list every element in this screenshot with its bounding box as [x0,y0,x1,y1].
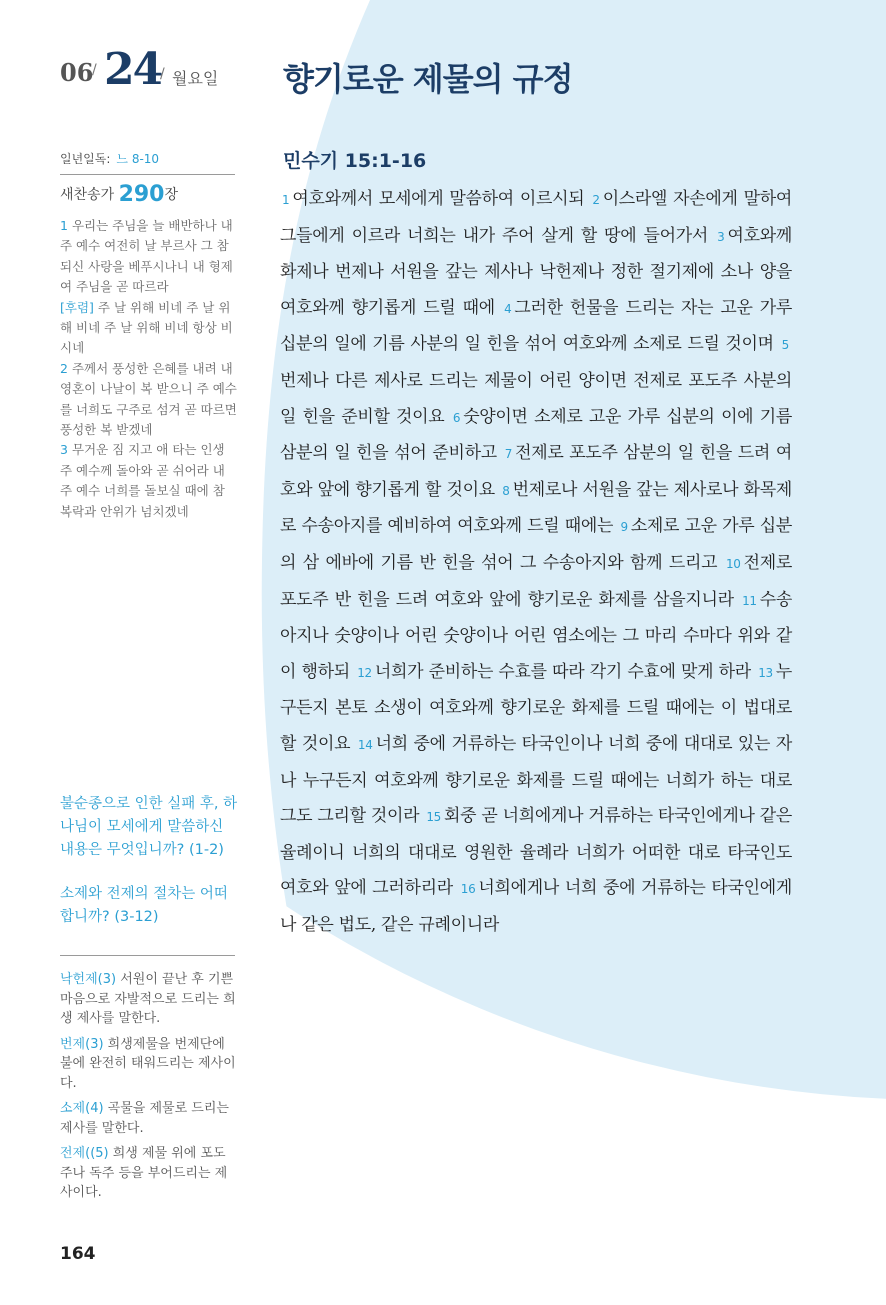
verse-number: 16 [460,882,476,897]
glossary-definition: 서원이 끝난 후 기쁜 마음으로 자발적으로 드리는 희생 제사를 말한다. [60,972,236,1026]
hymn-verse [60,440,238,522]
glossary-term: 낙헌제(3) [60,972,117,987]
verse-number: 1 [282,193,290,207]
page-number: 164 [60,1244,96,1264]
glossary-item [60,1144,238,1203]
hymn-verse-number: 2 [60,360,68,376]
glossary-definition: 곡물을 제물로 드리는 제사를 말한다. [60,1101,229,1136]
glossary-definition: 희생제물을 번제단에 불에 완전히 태워드리는 제사이다. [60,1036,236,1091]
annual-reading [60,150,159,167]
verse-text: 여호와께 화제나 번제나 서원을 갚는 제사나 낙헌제나 정한 절기제에 소나 양을 여호와께 향기롭게 드릴 때에 [280,225,792,318]
hymn-suffix: 장 [164,187,179,203]
date-weekday: 월요일 [172,69,219,88]
verse-number: 12 [357,665,372,680]
verse-text: 소제로 고운 가루 십분의 삼 에바에 기름 반 힌을 섞어 그 수송아지와 함께 드리고 [280,516,792,573]
hymn-verse-text: 무거운 짐 지고 애 타는 인생 주 예수께 돌아와 곧 쉬어라 내 주 예수 너희를 돌보실 때에 참 복락과 안위가 넘치겠네 [60,442,225,519]
hymn-refrain [60,298,238,359]
hymn-verse [60,359,238,441]
hymn-verse-text: 주 날 위해 비네 주 날 위해 비네 주 날 위해 비네 항상 비시네 [60,299,233,356]
verse-number: 13 [758,665,773,680]
verse-text: 너희에게나 너희 중에 거류하는 타국인에게나 같은 법도, 같은 규례이니라 [280,878,792,935]
hymn-verse-text: 주께서 풍성한 은혜를 내려 내 영혼이 나날이 복 받으니 주 예수를 너희도 구주로 섬겨 곧 따르면 풍성한 복 받겠네 [60,360,237,438]
date-separator: / [92,62,97,78]
question: 불순종으로 인한 실패 후, 하나님이 모세에게 말씀하신 내용은 무엇입니까? (1-2) [60,796,238,858]
verse-number: 7 [504,447,513,462]
question: 소제와 전제의 절차는 어떠합니까? (3-12) [60,886,228,925]
verse-number: 6 [452,410,461,425]
hymn-verse-number: 1 [60,218,68,233]
hymn-heading [60,182,178,207]
divider [60,955,235,956]
verse-text: 누구든지 본토 소생이 여호와께 향기로운 화제를 드릴 때에는 이 법대로 할 것이요 [280,661,793,754]
verse-number: 8 [502,483,510,498]
scripture-text [280,182,792,943]
verse-text: 번제로나 서원을 갚는 제사로나 화목제로 수송아지를 예비하여 여호와께 드릴 때에는 [280,479,792,537]
glossary-term: 전제((5) [60,1146,109,1161]
glossary [60,970,238,1209]
hymn-lyrics [60,216,238,522]
verse-text: 번제나 다른 제사로 드리는 제물이 어린 양이면 전제로 포도주 사분의 일 힌을 준비할 것이요 [280,370,792,427]
scripture-reference: 민수기 15:1-16 [283,150,427,172]
glossary-term: 소제(4) [60,1101,104,1116]
glossary-definition: 희생 제물 위에 포도주나 독주 등을 부어드리는 제사이다. [60,1146,228,1200]
glossary-item [60,1035,238,1094]
page-title: 향기로운 제물의 규정 [283,60,573,98]
verse-text: 회중 곧 너희에게나 거류하는 타국인에게나 같은 율례이니 너희의 대대로 영원한 율례라 너희가 어떠한 대로 타국인도 여호와 앞에 그러하리라 [280,806,792,899]
verse-text: 너희가 준비하는 수효를 따라 각기 수효에 맞게 하라 [374,661,751,682]
hymn-prefix: 새찬송가 [60,187,115,203]
verse-number: 9 [620,520,628,535]
divider [60,174,235,175]
verse-text: 숫양이면 소제로 고운 가루 십분의 이에 기름 삼분의 일 힌을 섞어 준비하고 [280,406,792,464]
verse-number: 10 [725,556,741,571]
glossary-term: 번제(3) [60,1036,104,1052]
verse-text: 수송아지나 숫양이나 어린 숫양이나 어린 염소에는 그 마리 수마다 위와 같이 행하되 [280,589,792,682]
annual-reading-label: 일년일독: [60,152,111,166]
verse-text: 그러한 헌물을 드리는 자는 고운 가루 십분의 일에 기름 사분의 일 힌을 섞어 여호와께 소제로 드릴 것이며 [280,297,792,355]
verse-text: 여호와께서 모세에게 말씀하여 이르시되 [292,189,585,209]
annual-reading-ref: 느 8-10 [116,152,160,166]
verse-number: 2 [592,193,600,207]
verse-number: 15 [426,810,441,825]
verse-number: 4 [504,301,512,316]
verse-number: 14 [357,737,373,752]
verse-text: 이스라엘 자손에게 말하여 그들에게 이르라 너희는 내가 주어 살게 할 땅에 들어가서 [280,189,792,246]
verse-number: 5 [781,338,789,353]
date-separator: / [160,66,165,82]
verse-text: 전제로 포도주 삼분의 일 힌을 드려 여호와 앞에 향기롭게 할 것이요 [280,443,793,500]
verse-number: 3 [717,229,725,244]
hymn-verse [60,216,238,298]
hymn-number: 290 [118,182,165,207]
date-month: 06 [60,58,94,87]
hymn-verse-number: 3 [60,442,68,458]
verse-text: 전제로 포도주 반 힌을 드려 여호와 앞에 향기로운 화제를 삼을지니라 [280,552,793,610]
hymn-refrain-label: [후렴] [60,299,94,315]
glossary-item [60,970,238,1029]
date-day: 24 [104,44,162,95]
glossary-item [60,1099,238,1138]
hymn-verse-text: 우리는 주님을 늘 배반하나 내 주 예수 여전히 날 부르사 그 참되신 사랑을 베푸시나니 내 형제여 주님을 곧 따르라 [60,218,233,295]
verse-number: 11 [742,593,757,608]
verse-text: 너희 중에 거류하는 타국인이나 너희 중에 대대로 있는 자나 누구든지 여호와께 향기로운 화제를 드릴 때에는 너희가 하는 대로 그도 그리할 것이라 [280,733,793,827]
